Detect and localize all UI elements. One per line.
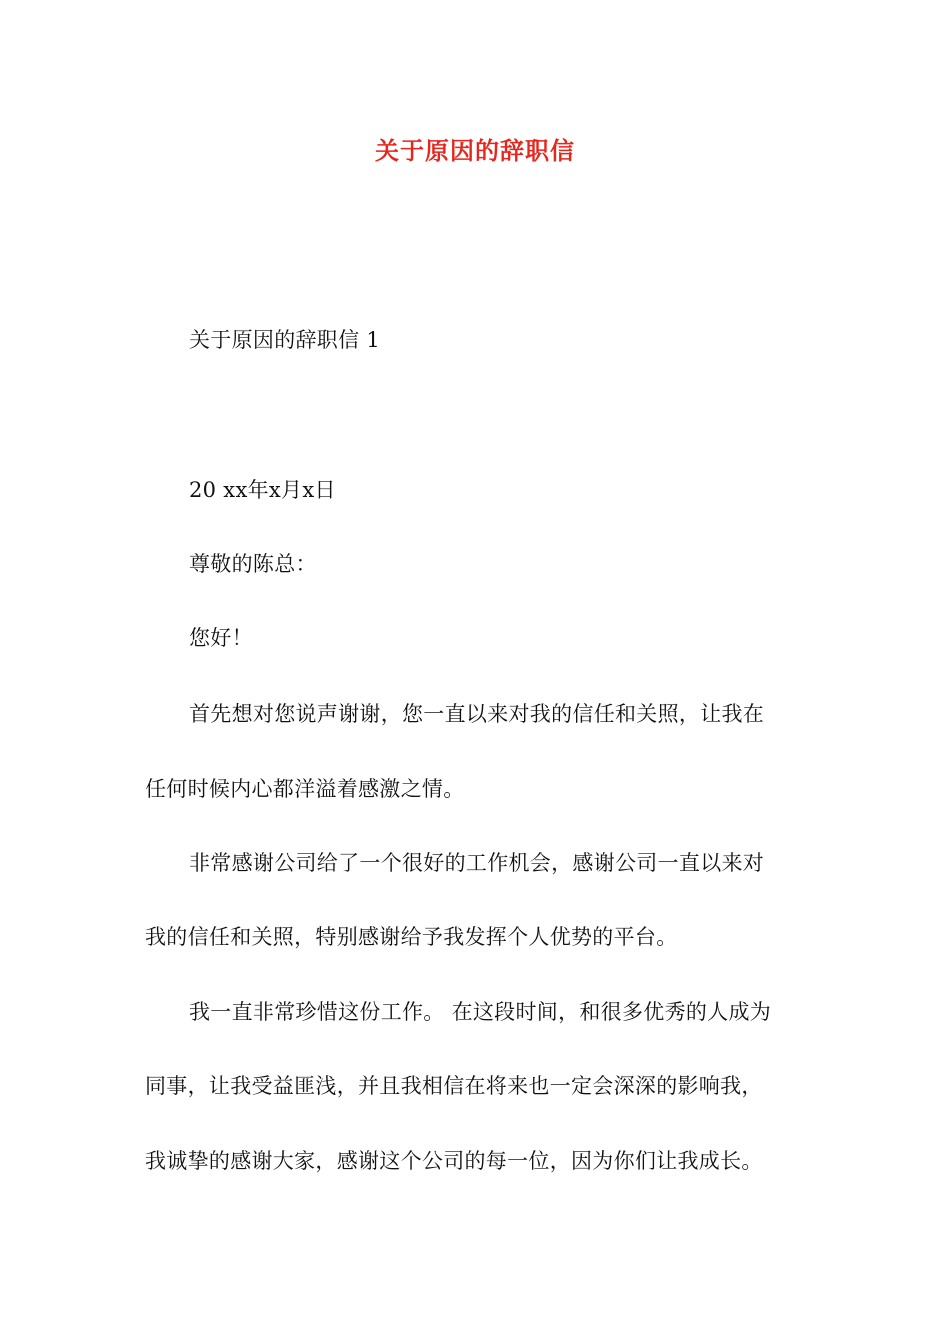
paragraph-line: 我诚挚的感谢大家，感谢这个公司的每一位，因为你们让我成长。	[145, 1149, 763, 1173]
letter-date: 20 xx年x月x日	[189, 478, 336, 502]
paragraph-line: 任何时候内心都洋溢着感激之情。	[145, 777, 465, 801]
paragraph-line: 我的信任和关照，特别感谢给予我发挥个人优势的平台。	[145, 925, 678, 949]
letter-salutation: 尊敬的陈总：	[189, 552, 317, 576]
paragraph-line: 同事，让我受益匪浅，并且我相信在将来也一定会深深的影响我，	[145, 1074, 763, 1098]
letter-greeting: 您好！	[189, 626, 253, 650]
paragraph-line: 非常感谢公司给了一个很好的工作机会，感谢公司一直以来对	[189, 851, 765, 875]
document-title: 关于原因的辞职信	[375, 137, 575, 165]
paragraph-line: 首先想对您说声谢谢，您一直以来对我的信任和关照，让我在	[189, 702, 765, 726]
paragraph-line: 我一直非常珍惜这份工作。 在这段时间，和很多优秀的人成为	[189, 1000, 772, 1024]
letter-subtitle: 关于原因的辞职信 1	[189, 328, 381, 352]
